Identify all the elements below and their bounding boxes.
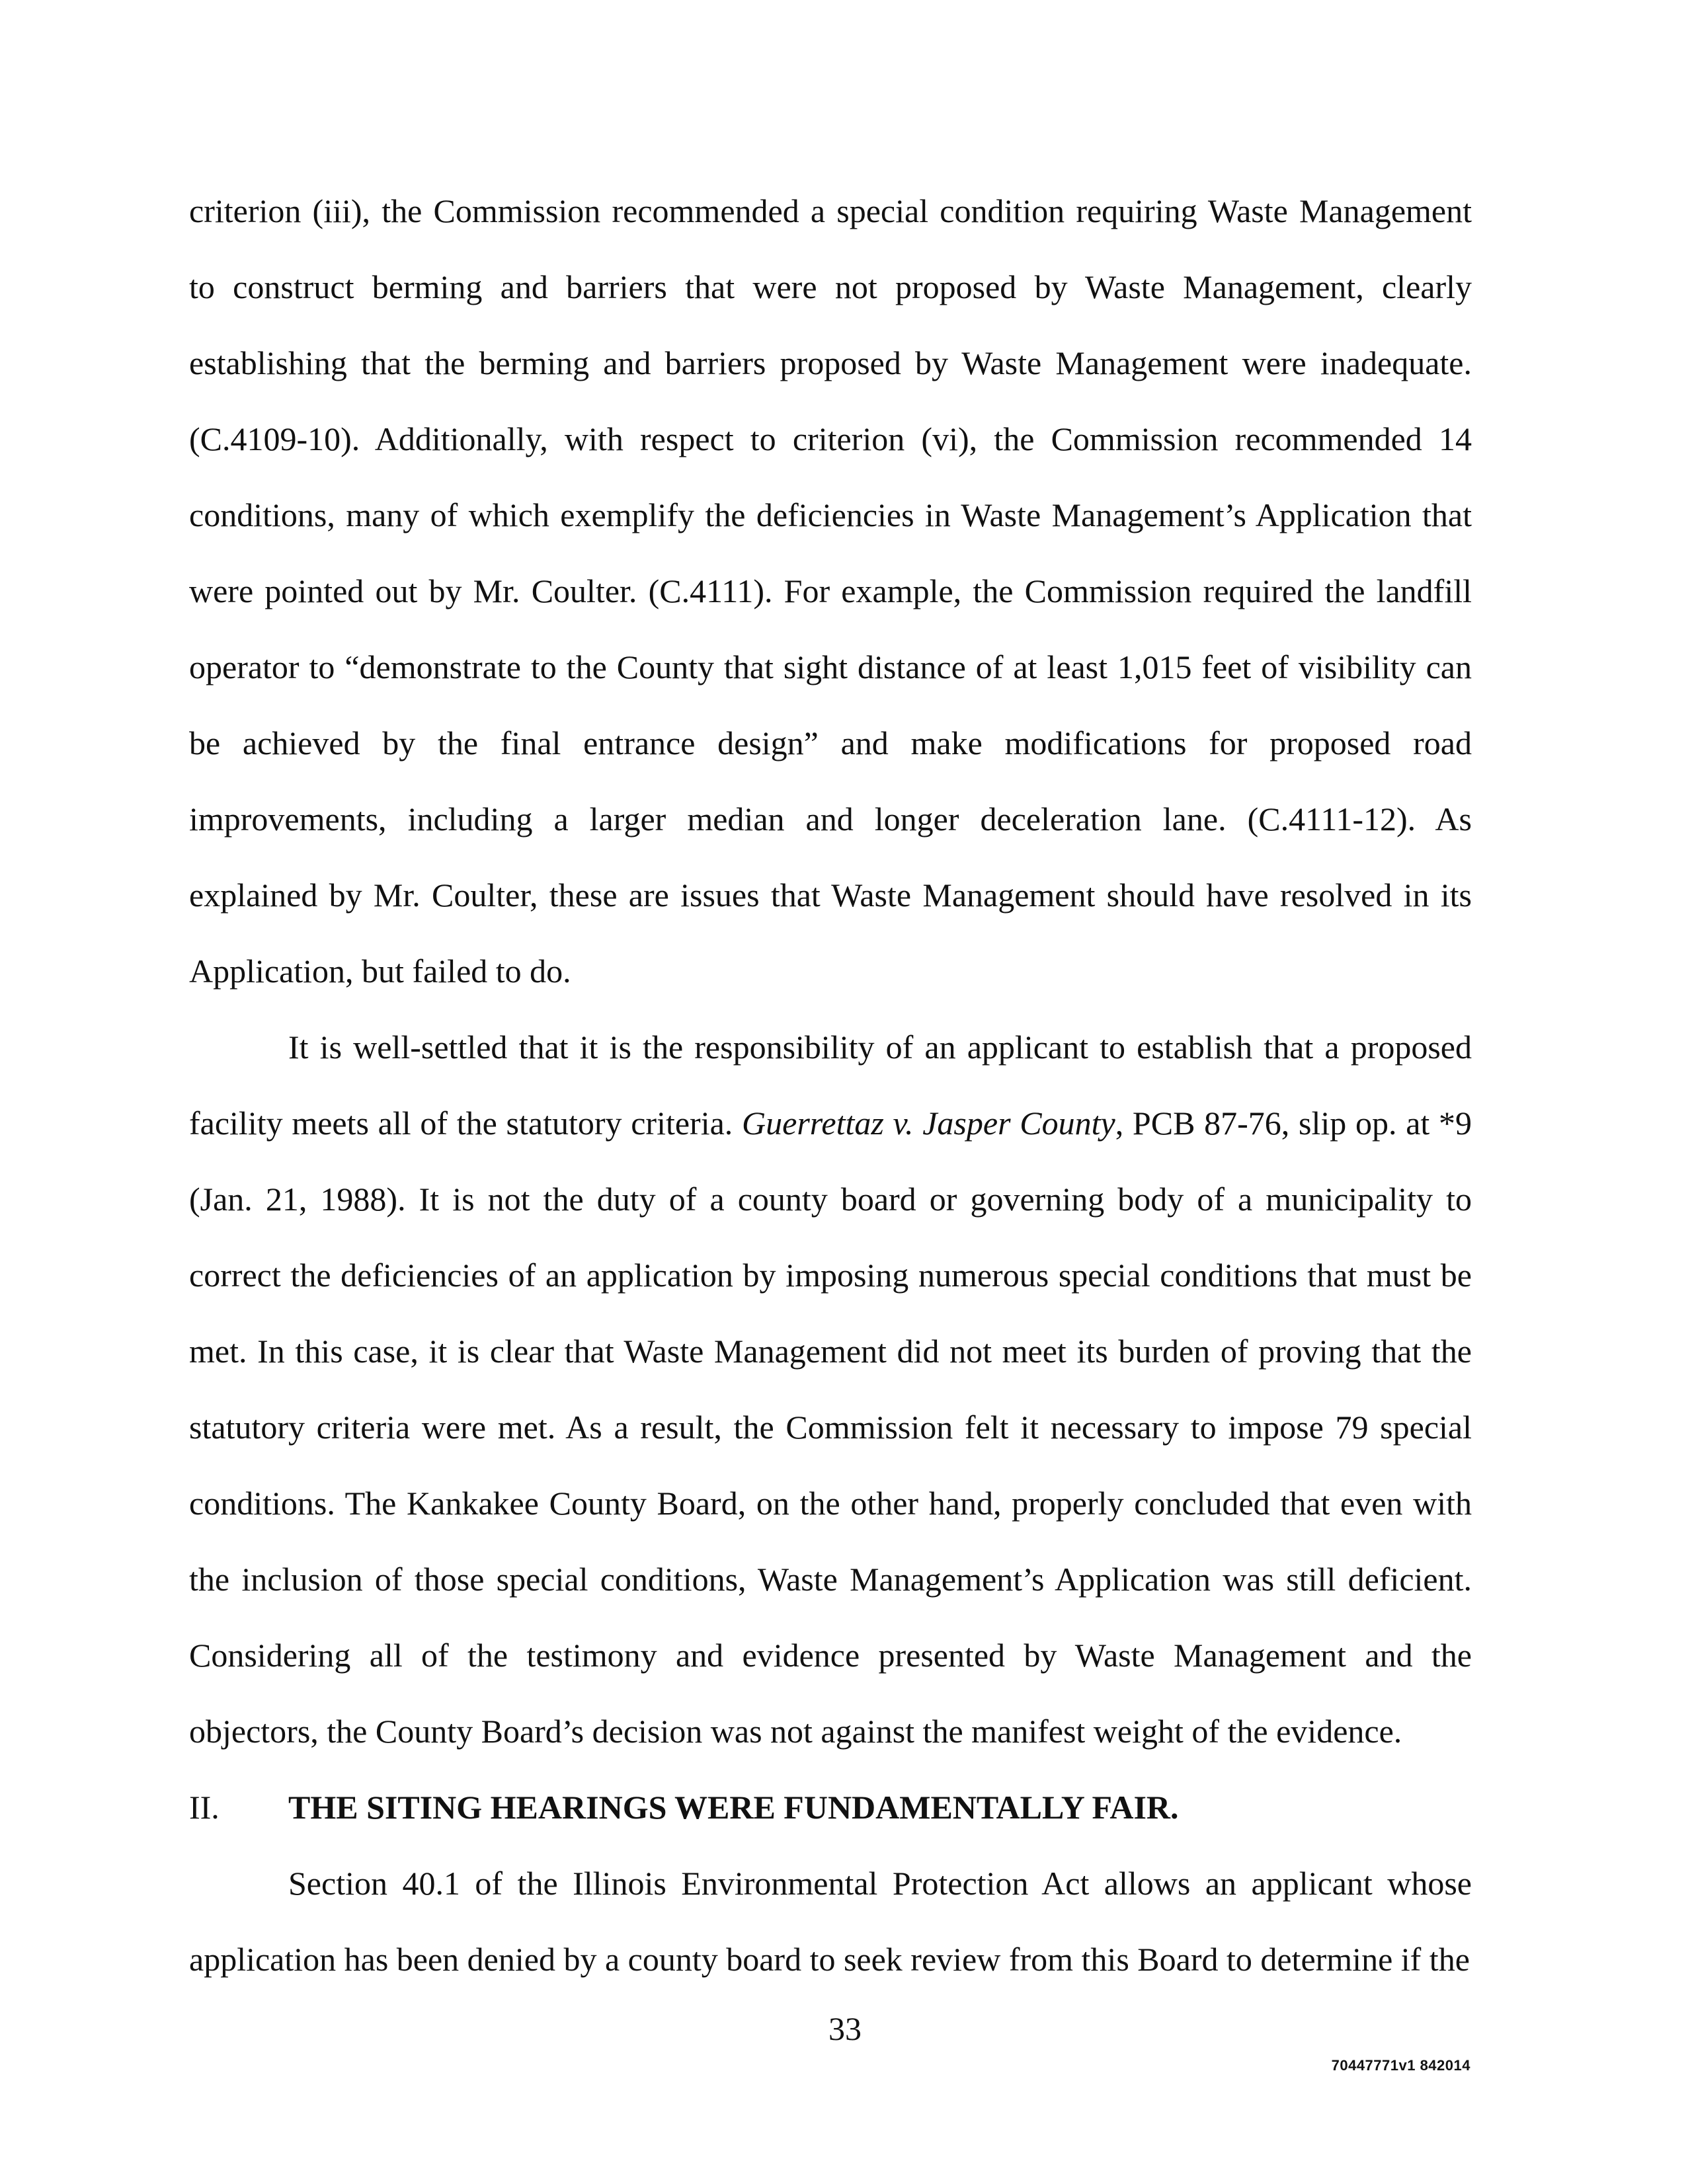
section-title: THE SITING HEARINGS WERE FUNDAMENTALLY FAIR.	[288, 1789, 1179, 1826]
paragraph-burden-of-proof	[189, 1009, 1472, 1770]
section-heading	[189, 1770, 1472, 1846]
document-body	[189, 173, 1472, 1998]
document-id: 70447771v1 842014	[1331, 2057, 1470, 2074]
paragraph-section-40-1: Section 40.1 of the Illinois Environmental Protection Act allows an applicant whose application has been denied by a county board to seek review from this Board to determine if the	[189, 1865, 1472, 1978]
paragraph-continued: criterion (iii), the Commission recommended a special condition requiring Waste Management to construct berming and barriers that were not proposed by Waste Management, clearly establishing that the berming and barriers proposed by Waste Management were inadequate. (C.4109-10). Additionally, with respect to criterion (vi), the Commission recommended 14 conditions, many of which exemplify the deficiencies in Waste Management’s Application that were pointed out by Mr. Coulter. (C.4111). For example, the Commission required the landfill operator to “demonstrate to the County that sight distance of at least 1,015 feet of visibility can be achieved by the final entrance design” and make modifications for proposed road improvements, including a larger median and longer deceleration lane. (C.4111-12). As explained by Mr. Coulter, these are issues that Waste Management should have resolved in its Application, but failed to do.	[189, 192, 1472, 990]
paragraph-text: It is well-settled that it is the responsibility of an applicant to establish that a proposed facility meets all of the statutory criteria.	[189, 1029, 1472, 1142]
section-number: II.	[189, 1789, 220, 1826]
page-number: 33	[828, 2010, 862, 2047]
case-citation: Guerrettaz v. Jasper County	[742, 1105, 1115, 1142]
paragraph-text: , PCB 87-76, slip op. at *9 (Jan. 21, 1988). It is not the duty of a county board or governing body of a municipality to correct the deficiencies of an application by imposing numerous special conditions that must be met. In this case, it is clear that Waste Management did not meet its burden of proving that the statutory criteria were met. As a result, the Commission felt it necessary to impose 79 special conditions. The Kankakee County Board, on the other hand, properly concluded that even with the inclusion of those special conditions, Waste Management’s Application was still deficient. Considering all of the testimony and evidence presented by Waste Management and the objectors, the County Board’s decision was not against the manifest weight of the evidence.	[189, 1105, 1472, 1750]
